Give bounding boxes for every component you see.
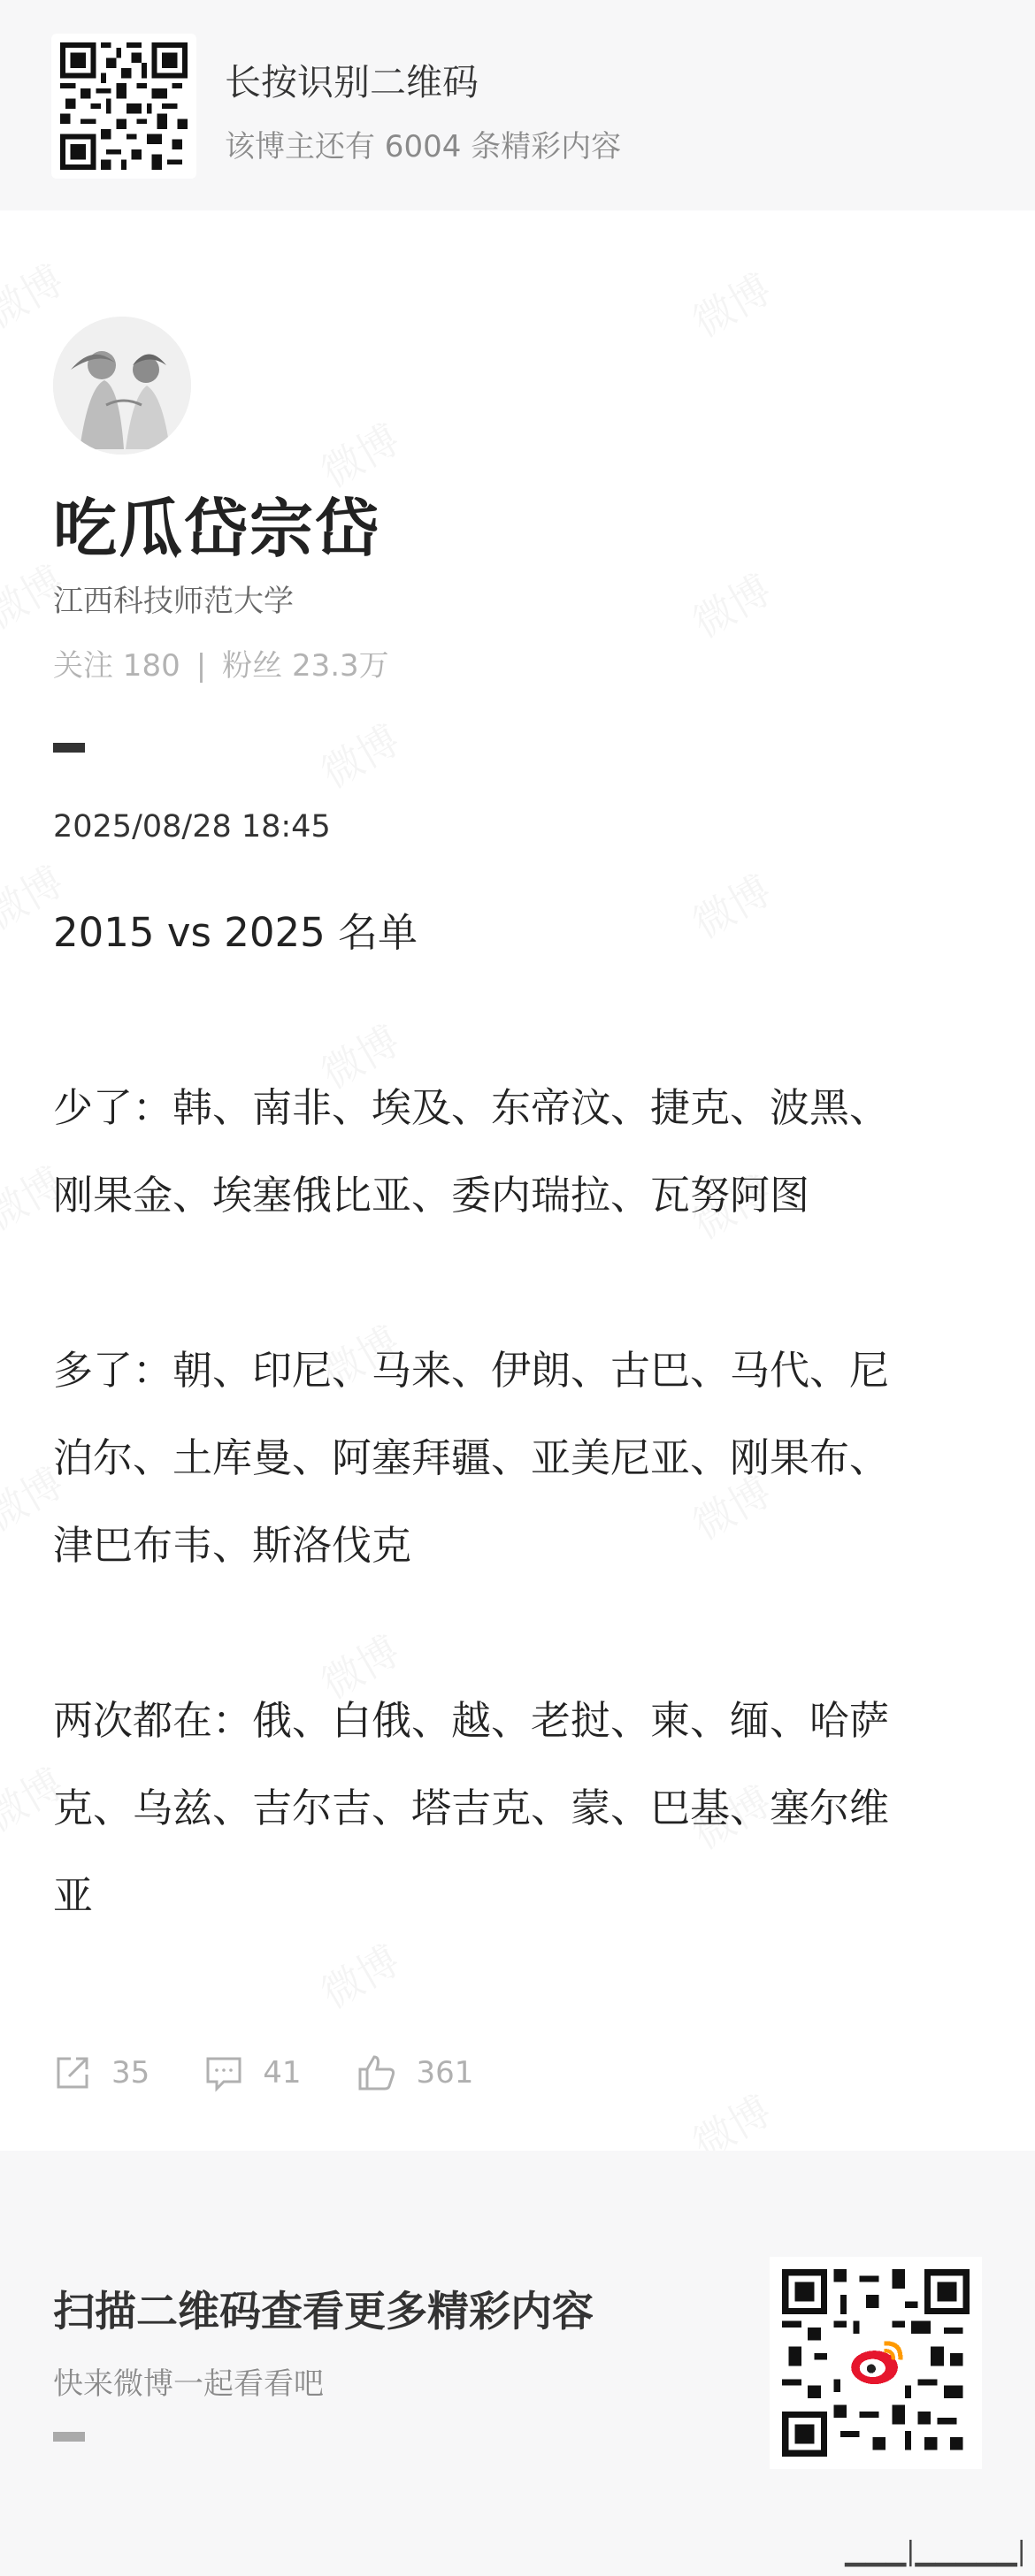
watermark [310,1929,410,2020]
like-button[interactable] [356,2053,474,2092]
repost-button[interactable] [53,2053,150,2092]
paragraph-gap [53,976,991,1064]
post-content [53,889,991,1939]
comment-icon [204,2053,243,2092]
divider-dash [53,743,85,753]
post-line: 津巴布韦、斯洛伐克 [53,1522,412,1569]
post-line: 两次都在：俄、白俄、越、老挝、柬、缅、哈萨 [53,1697,890,1744]
following-count[interactable]: 关注 180 [53,648,180,684]
header-subtitle: 该博主还有 6004 条精彩内容 [225,129,622,164]
header-title: 长按识别二维码 [225,61,479,103]
footer-subtitle: 快来微博一起看看吧 [53,2366,324,2402]
post-line: 刚果金、埃塞俄比亚、委内瑞拉、瓦努阿图 [53,1172,810,1219]
watermark [0,248,73,340]
post-actions [53,2050,528,2096]
post-line: 亚 [53,1872,94,1919]
avatar[interactable] [53,317,191,455]
watermark [681,558,781,649]
post-date: 2025/08/28 18:45 [53,809,331,845]
post-line: 克、乌兹、吉尔吉、塔吉克、蒙、巴基、塞尔维 [53,1785,890,1831]
qr-code-icon[interactable] [51,34,196,179]
footer-divider [53,2432,85,2442]
repost-icon [53,2053,92,2092]
paragraph-gap [53,1589,991,1677]
post-line: 少了：韩、南非、埃及、东帝汶、捷克、波黑、 [53,1084,890,1131]
repost-count: 35 [111,2055,150,2091]
footer-qr-code-icon[interactable] [770,2257,982,2469]
watermark [310,708,410,799]
post-title-line: 2015 vs 2025 名单 [53,909,418,956]
paragraph-gap [53,1239,991,1326]
post-line: 多了：朝、印尼、马来、伊朗、古巴、马代、尼 [53,1347,890,1394]
watermark [681,257,781,348]
like-count: 361 [416,2055,474,2091]
qr-banner[interactable] [0,0,1035,210]
like-icon [356,2053,397,2092]
followers-count[interactable]: 粉丝 23.3万 [222,648,389,684]
post-line: 泊尔、土库曼、阿塞拜疆、亚美尼亚、刚果布、 [53,1434,890,1481]
stats-separator: | [196,648,207,684]
home-indicator: ▁▁▁|▁▁▁▁▁| [845,2536,1026,2567]
user-school: 江西科技师范大学 [53,584,294,619]
comment-count: 41 [263,2055,302,2091]
footer-title: 扫描二维码查看更多精彩内容 [53,2288,594,2336]
comment-button[interactable] [204,2053,301,2092]
user-stats [53,641,389,684]
username[interactable]: 吃瓜岱宗岱 [53,492,381,566]
footer-panel [0,2151,1035,2576]
